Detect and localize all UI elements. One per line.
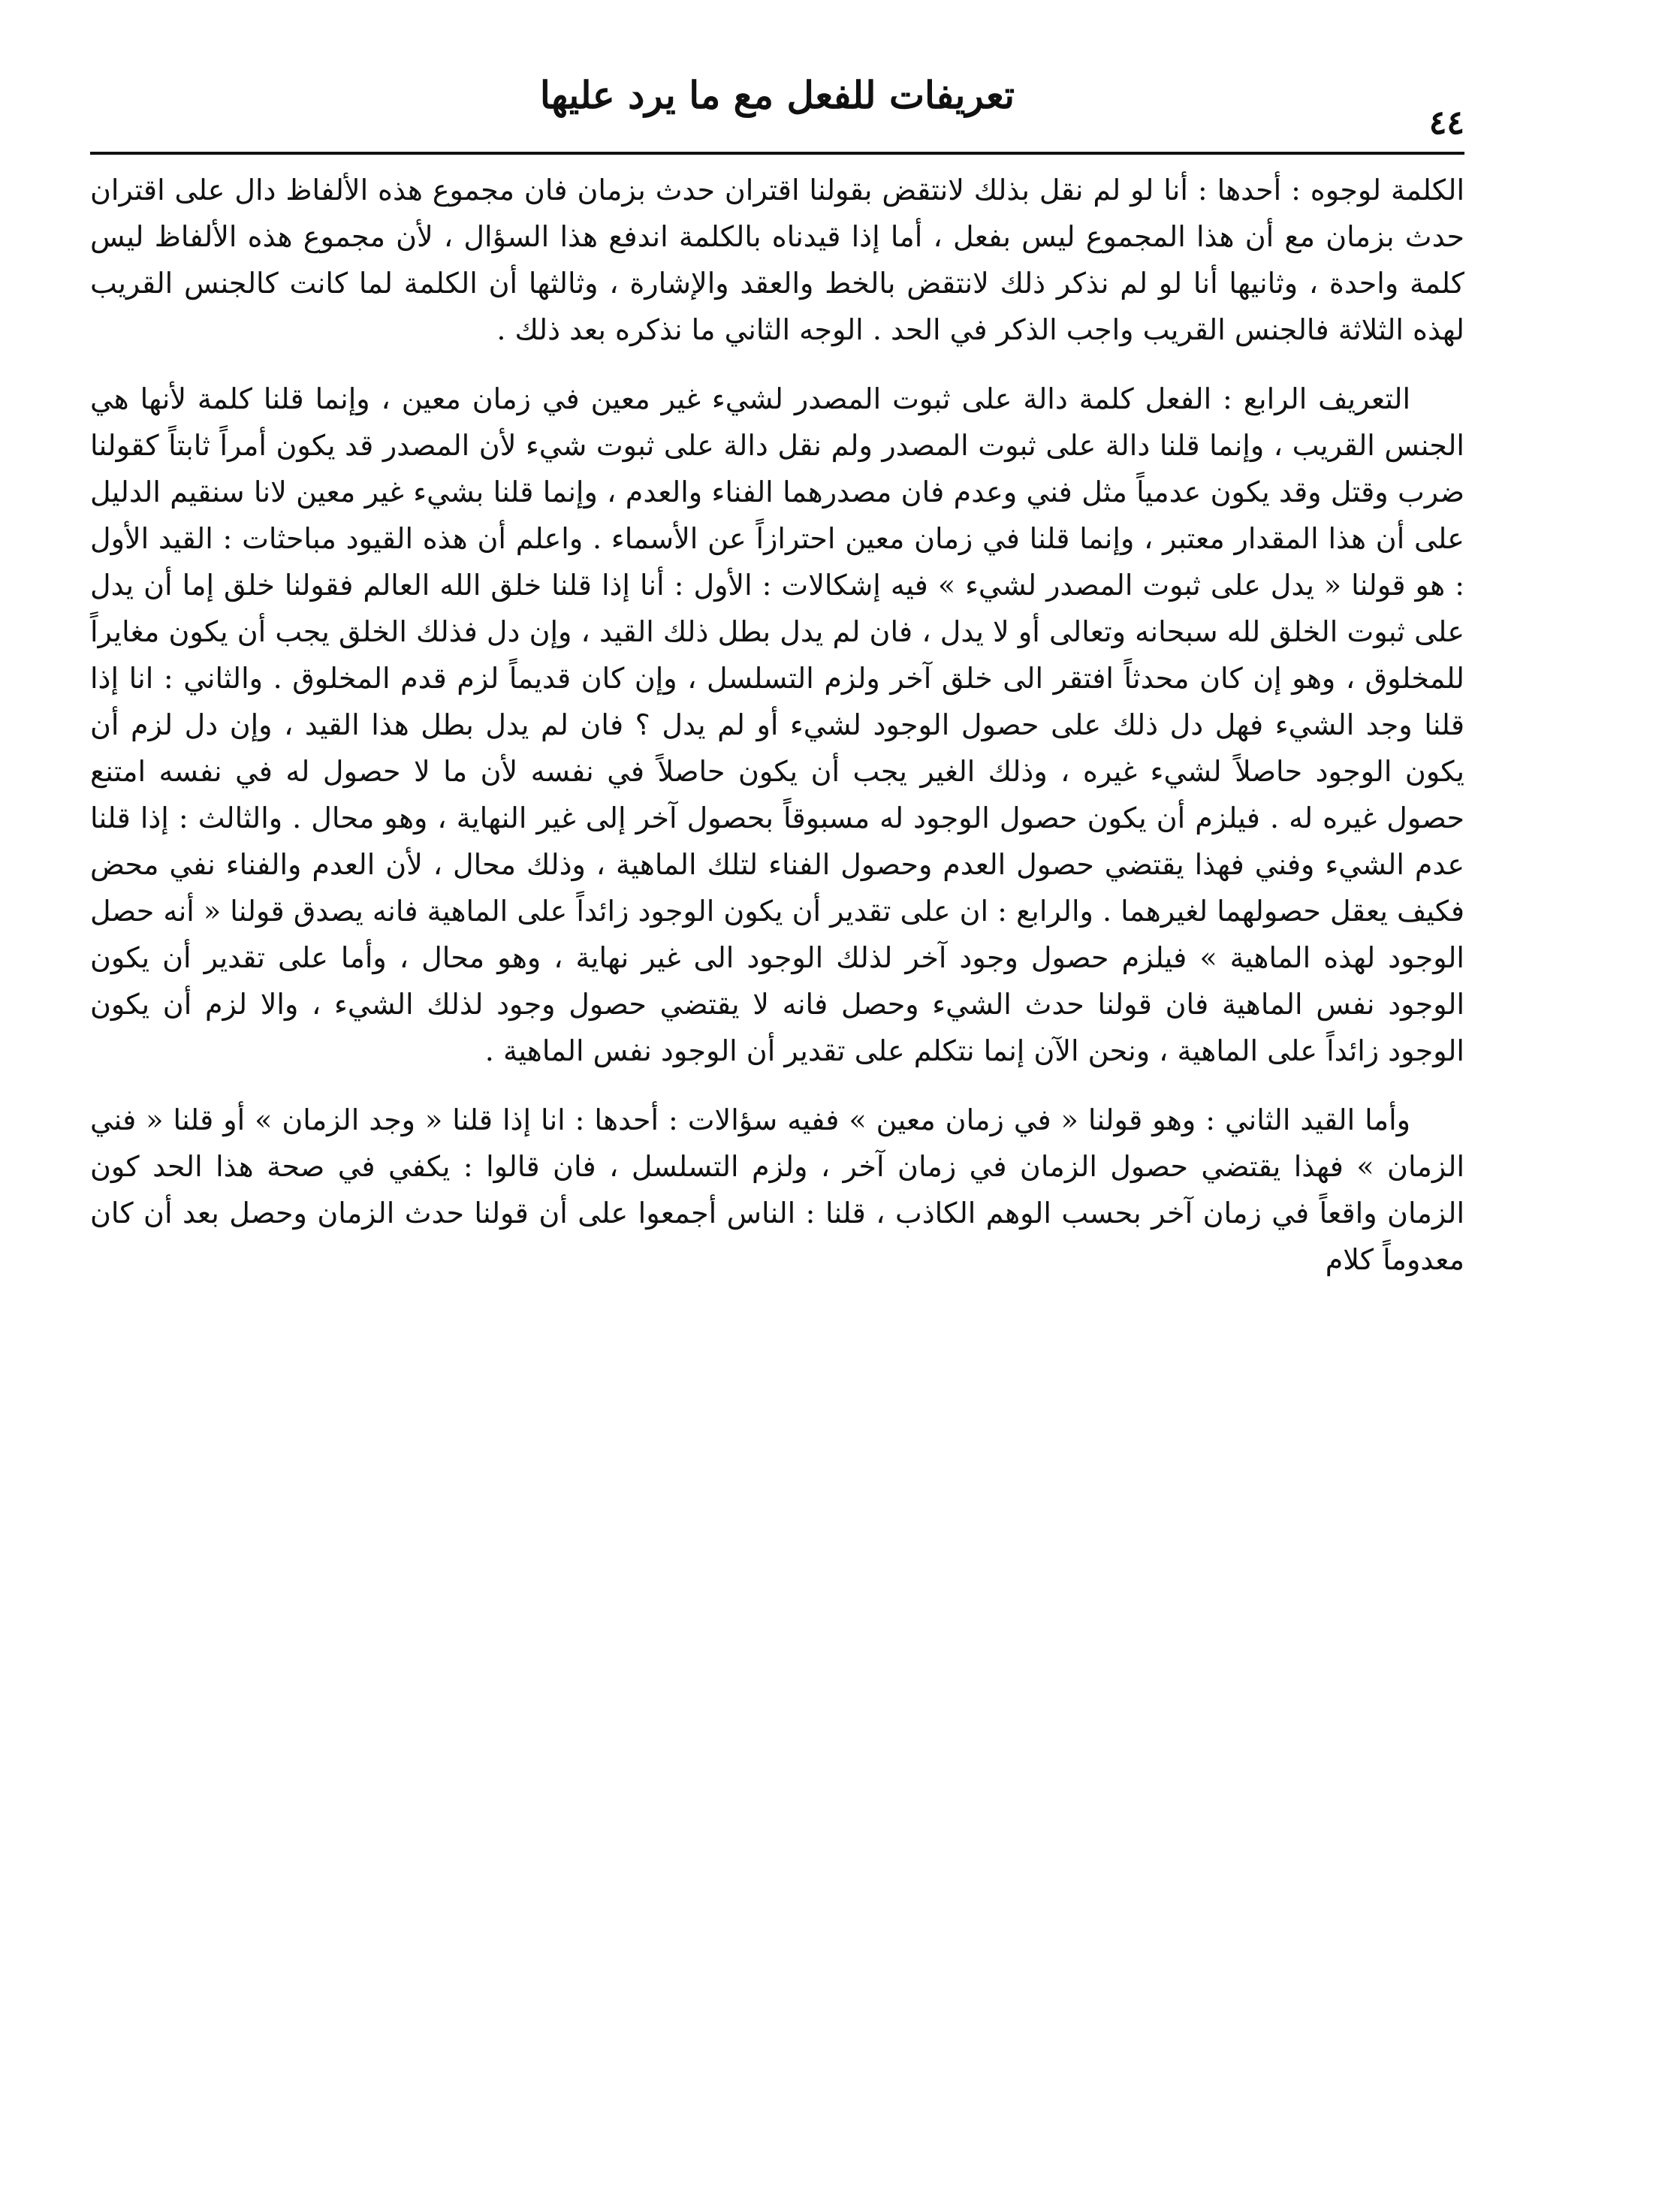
page-number: ٤٤	[1428, 104, 1464, 142]
paragraph: التعريف الرابع : الفعل كلمة دالة على ثبوت المصدر لشيء غير معين في زمان معين ، وإنما قلنا كلمة لأنها هي الجنس القريب ، وإنما قلنا دالة على ثبوت المصدر ولم نقل دالة على ثبوت شيء لأن المصدر قد يكون أمراً ثابتاً كقولنا ضرب وقتل وقد يكون عدمياً مثل فني وعدم فان مصدرهما الفناء والعدم ، وإنما قلنا بشيء غير معين لانا سنقيم الدليل على أن هذا المقدار معتبر ، وإنما قلنا في زمان معين احترازاً عن الأسماء . واعلم أن هذه القيود مباحثات : القيد الأول : هو قولنا « يدل على ثبوت المصدر لشيء » فيه إشكالات : الأول : أنا إذا قلنا خلق الله العالم فقولنا خلق إما أن يدل على ثبوت الخلق لله سبحانه وتعالى أو لا يدل ، فان لم يدل بطل ذلك القيد ، وإن دل فذلك الخلق يجب أن يكون مغايراً للمخلوق ، وهو إن كان محدثاً افتقر الى خلق آخر ولزم التسلسل ، وإن كان قديماً لزم قدم المخلوق . والثاني : انا إذا قلنا وجد الشيء فهل دل ذلك على حصول الوجود لشيء أو لم يدل ؟ فان لم يدل بطل هذا القيد ، وإن دل لزم أن يكون الوجود حاصلاً لشيء غيره ، وذلك الغير يجب أن يكون حاصلاً في نفسه لأن ما لا حصول له في نفسه امتنع حصول غيره له . فيلزم أن يكون حصول الوجود له مسبوقاً بحصول آخر إلى غير النهاية ، وهو محال . والثالث : إذا قلنا عدم الشيء وفني فهذا يقتضي حصول العدم وحصول الفناء لتلك الماهية ، وذلك محال ، لأن العدم والفناء نفي محض فكيف يعقل حصولهما لغيرهما . والرابع : ان على تقدير أن يكون الوجود زائداً على الماهية فانه يصدق قولنا « أنه حصل الوجود لهذه الماهية » فيلزم حصول وجود آخر لذلك الوجود الى غير نهاية ، وهو محال ، وأما على تقدير أن يكون الوجود نفس الماهية فان قولنا حدث الشيء وحصل فانه لا يقتضي حصول وجود لذلك الشيء ، والا لزم أن يكون الوجود زائداً على الماهية ، ونحن الآن إنما نتكلم على تقدير أن الوجود نفس الماهية .	[90, 382, 1465, 1067]
book-page	[90, 60, 1464, 2163]
running-title: تعريفات للفعل مع ما يرد عليها	[539, 73, 1015, 117]
body-text	[90, 167, 1464, 1305]
paragraph: وأما القيد الثاني : وهو قولنا « في زمان معين » ففيه سؤالات : أحدها : انا إذا قلنا « وجد الزمان » أو قلنا « فني الزمان » فهذا يقتضي حصول الزمان في زمان آخر ، ولزم التسلسل ، فان قالوا : يكفي في صحة هذا الحد كون الزمان واقعاً في زمان آخر بحسب الوهم الكاذب ، قلنا : الناس أجمعوا على أن قولنا حدث الزمان وحصل بعد أن كان معدوماً كلام	[90, 1103, 1464, 1276]
paragraph: الكلمة لوجوه : أحدها : أنا لو لم نقل بذلك لانتقض بقولنا اقتران حدث بزمان فان مجموع هذه الألفاظ دال على اقتران حدث بزمان مع أن هذا المجموع ليس بفعل ، أما إذا قيدناه بالكلمة اندفع هذا السؤال ، لأن مجموع هذه الألفاظ ليس كلمة واحدة ، وثانيها أنا لو لم نذكر ذلك لانتقض بالخط والعقد والإشارة ، وثالثها أن الكلمة لما كانت كالجنس القريب لهذه الثلاثة فالجنس القريب واجب الذكر في الحد . الوجه الثاني ما نذكره بعد ذلك .	[90, 174, 1464, 346]
header-divider	[90, 152, 1464, 155]
page-header	[90, 60, 1464, 142]
